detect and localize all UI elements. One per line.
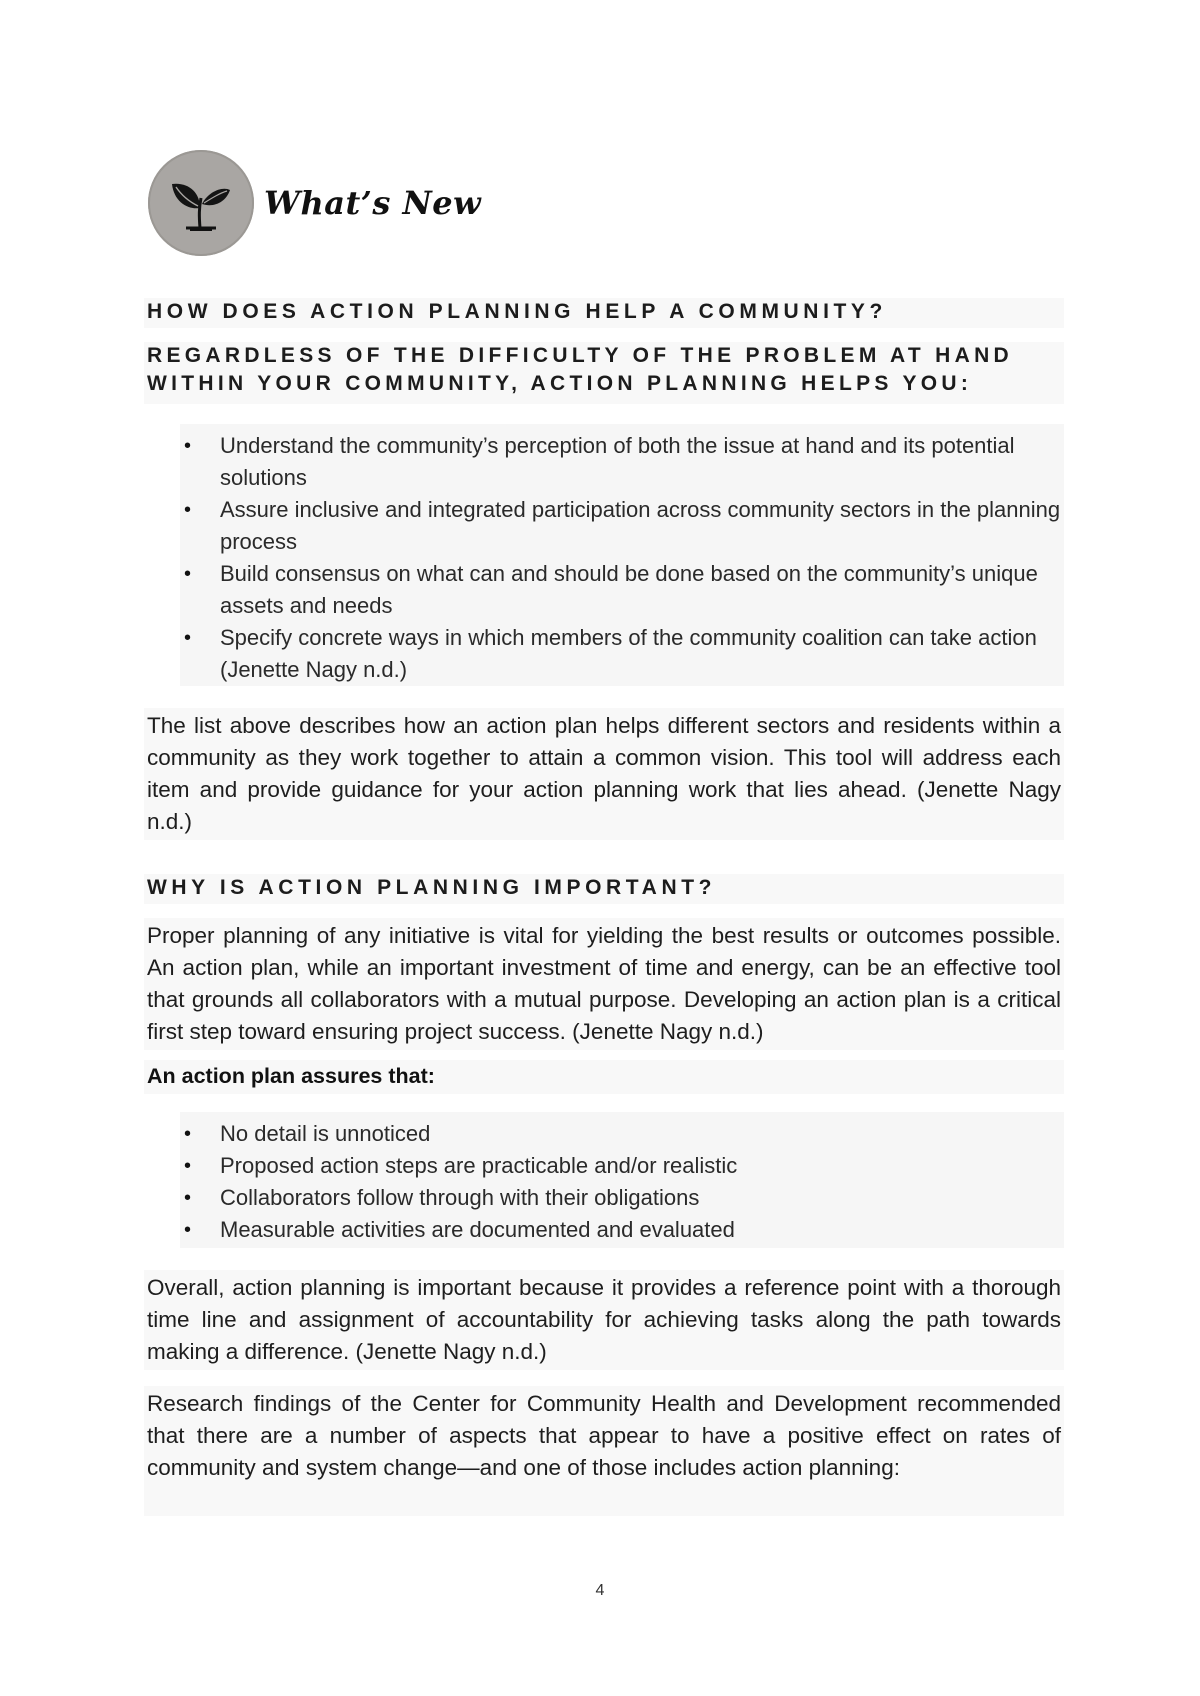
helps-you-list-block (180, 424, 1064, 686)
list-item: • Proposed action steps are practicable and/or realistic (180, 1150, 1064, 1182)
subheading-regardless (144, 342, 1064, 398)
subheading-line-2: WITHIN YOUR COMMUNITY, ACTION PLANNING HELPS YOU: (147, 372, 973, 395)
list-item: • Collaborators follow through with their obligations (180, 1182, 1064, 1214)
section-header (148, 148, 481, 258)
section-title: What’s New (264, 184, 482, 222)
paragraph-list-above-block (144, 708, 1064, 840)
paragraph-overall-block (144, 1270, 1064, 1370)
subheading-block (144, 342, 1064, 404)
plant-sprout-icon-graphic (166, 168, 236, 238)
list-item: • No detail is unnoticed (180, 1118, 1064, 1150)
paragraph-research-block (144, 1386, 1064, 1516)
assures-list (180, 1112, 1064, 1250)
paragraph-proper-planning-block (144, 918, 1064, 1050)
heading-why-block (144, 874, 1064, 904)
helps-you-list (180, 424, 1064, 690)
list-item: • Assure inclusive and integrated participation across community sectors in the planning process (180, 494, 1064, 558)
paragraph-list-above: The list above describes how an action plan helps different sectors and residents within a community as they work together to attain a common vision. This tool will address each item and provide guidance for your action planning work that lies ahead. (Jenette Nagy n.d.) (147, 713, 1061, 834)
page-number: 4 (595, 1582, 605, 1599)
list-item: • Build consensus on what can and should be done based on the community’s unique assets and needs (180, 558, 1064, 622)
assures-list-block (180, 1112, 1064, 1248)
list-item: • Understand the community’s perception of both the issue at hand and its potential solutions (180, 430, 1064, 494)
list-item: • Specify concrete ways in which members of the community coalition can take action (Jenette Nagy n.d.) (180, 622, 1064, 686)
paragraph-overall: Overall, action planning is important because it provides a reference point with a thorough time line and assignment of accountability for achieving tasks along the path towards making a difference. (Jenette Nagy n.d.) (147, 1275, 1061, 1364)
heading-why-is-action-planning-important: WHY IS ACTION PLANNING IMPORTANT? (147, 876, 717, 899)
assures-label-block (144, 1060, 1064, 1094)
paragraph-research-findings: Research findings of the Center for Community Health and Development recommended that there are a number of aspects that appear to have a positive effect on rates of community and system change—and one of those includes action planning: (147, 1391, 1061, 1480)
list-item: • Measurable activities are documented and evaluated (180, 1214, 1064, 1246)
assures-label: An action plan assures that: (147, 1064, 435, 1088)
plant-sprout-icon (148, 150, 254, 256)
heading-how-does-block (144, 298, 1064, 328)
paragraph-proper-planning: Proper planning of any initiative is vital for yielding the best results or outcomes possible. An action plan, while an important investment of time and energy, can be an effective tool that grounds all collaborators with a mutual purpose. Developing an action plan is a critical first step toward ensuring project success. (Jenette Nagy n.d.) (147, 923, 1061, 1044)
heading-how-does-action-planning-help: HOW DOES ACTION PLANNING HELP A COMMUNITY? (147, 300, 887, 323)
subheading-line-1: REGARDLESS OF THE DIFFICULTY OF THE PROBLEM AT HAND (147, 344, 1014, 367)
